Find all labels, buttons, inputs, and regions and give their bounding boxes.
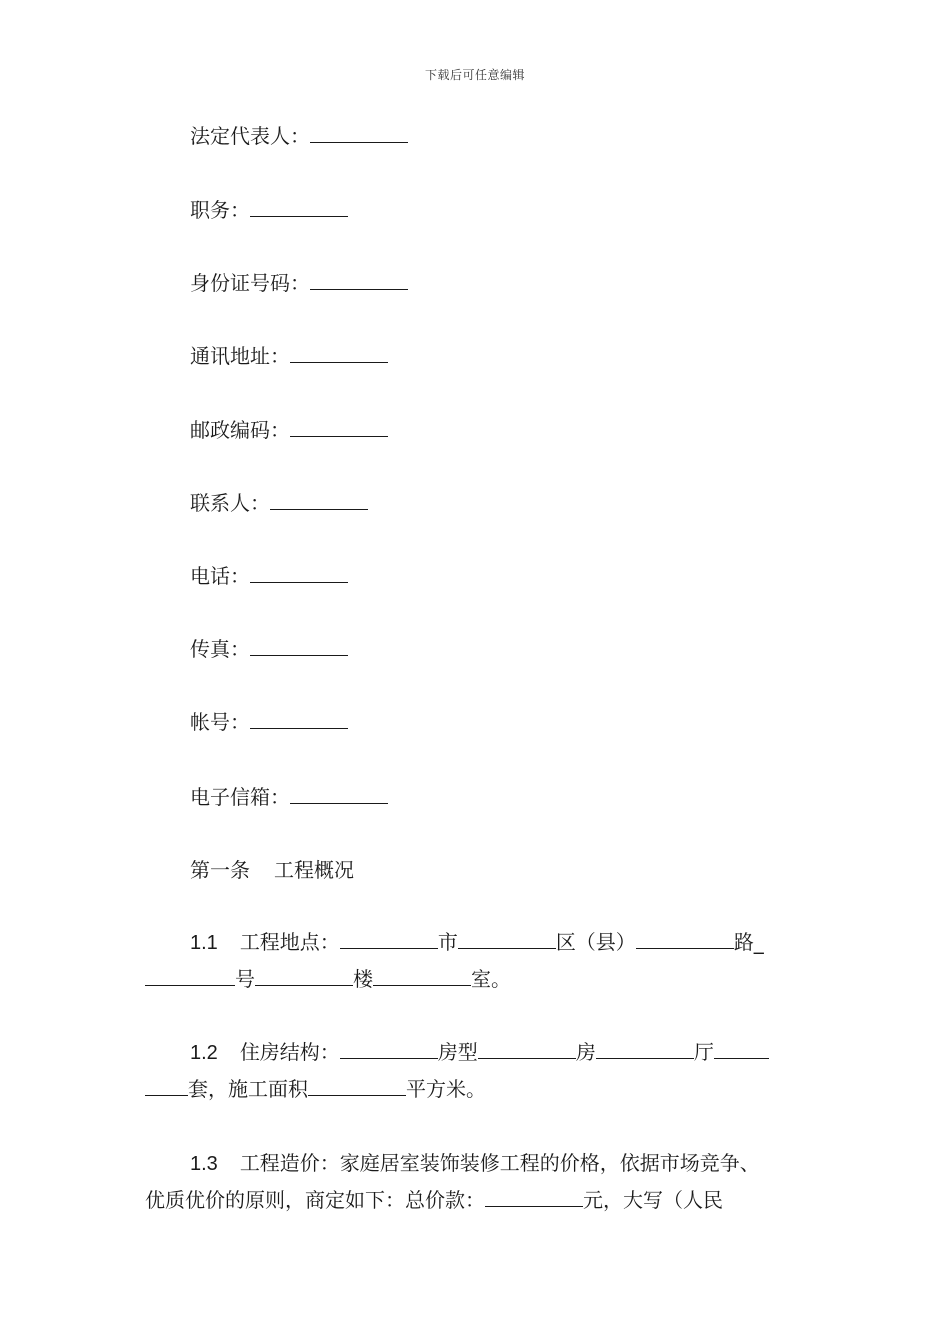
field-label: 联系人： (190, 491, 270, 515)
fill-blank (310, 121, 408, 143)
clause-text: 楼 (353, 967, 373, 991)
field-label: 法定代表人： (190, 124, 310, 148)
fill-blank (636, 927, 734, 949)
clause-label: 工程地点： (239, 930, 340, 954)
fill-blank (250, 634, 348, 656)
fill-blank (145, 1074, 188, 1096)
clause-text: 路_ (733, 930, 764, 954)
fill-blank (290, 782, 388, 804)
field-contact-person (190, 488, 368, 518)
clause-number: 1.1 (190, 932, 218, 954)
field-email (190, 782, 388, 812)
clause-text: 室。 (471, 967, 511, 991)
field-label: 职务： (190, 198, 250, 222)
clause-text: 房 (575, 1040, 596, 1064)
clause-text: 平方米。 (406, 1077, 486, 1101)
fill-blank (308, 1074, 406, 1096)
section-title (190, 855, 354, 885)
field-label: 邮政编码： (190, 418, 290, 442)
fill-blank (458, 927, 556, 949)
field-label: 传真： (190, 637, 250, 661)
clause-text: 套，施工面积 (188, 1077, 308, 1101)
fill-blank (250, 195, 348, 217)
fill-blank (485, 1185, 583, 1207)
fill-blank (290, 341, 388, 363)
fill-blank (373, 964, 471, 986)
field-label: 电子信箱： (190, 785, 290, 809)
clause-label: 住房结构： (239, 1040, 340, 1064)
fill-blank (250, 561, 348, 583)
field-label: 电话： (190, 564, 250, 588)
page-header: 下载后可任意编辑 (424, 68, 525, 82)
section-heading: 工程概况 (274, 858, 354, 882)
clause-text: 元，大写（人民 (583, 1188, 723, 1212)
fill-blank (340, 927, 438, 949)
field-fax (190, 634, 348, 664)
section-number: 第一条 (190, 858, 250, 882)
fill-blank (145, 964, 235, 986)
fill-blank (255, 964, 353, 986)
field-label: 通讯地址： (190, 344, 290, 368)
clause-text: 房型 (437, 1040, 478, 1064)
fill-blank (270, 488, 368, 510)
field-postal-code (190, 415, 388, 445)
field-legal-representative (190, 121, 408, 151)
fill-blank (714, 1037, 769, 1059)
clause-text: 厅 (693, 1040, 714, 1064)
clause-text: 号 (235, 967, 255, 991)
field-label: 身份证号码： (190, 271, 310, 295)
field-phone (190, 561, 348, 591)
clause-number: 1.2 (190, 1042, 218, 1064)
clause-text: 工程造价：家庭居室装饰装修工程的价格，依据市场竞争、 (239, 1151, 760, 1175)
field-account (190, 707, 348, 737)
fill-blank (478, 1037, 576, 1059)
field-address (190, 341, 388, 371)
clause-text: 优质优价的原则，商定如下：总价款： (145, 1188, 485, 1212)
field-label: 帐号： (190, 710, 250, 734)
fill-blank (596, 1037, 694, 1059)
field-position (190, 195, 348, 225)
clause-text: 市 (437, 930, 458, 954)
clause-1-3 (145, 1145, 835, 1219)
clause-text: 区（县） (555, 930, 636, 954)
fill-blank (310, 268, 408, 290)
fill-blank (340, 1037, 438, 1059)
clause-1-2 (145, 1034, 835, 1108)
fill-blank (250, 707, 348, 729)
clause-number: 1.3 (190, 1153, 218, 1175)
clause-1-1 (145, 924, 835, 998)
field-id-number (190, 268, 408, 298)
fill-blank (290, 415, 388, 437)
